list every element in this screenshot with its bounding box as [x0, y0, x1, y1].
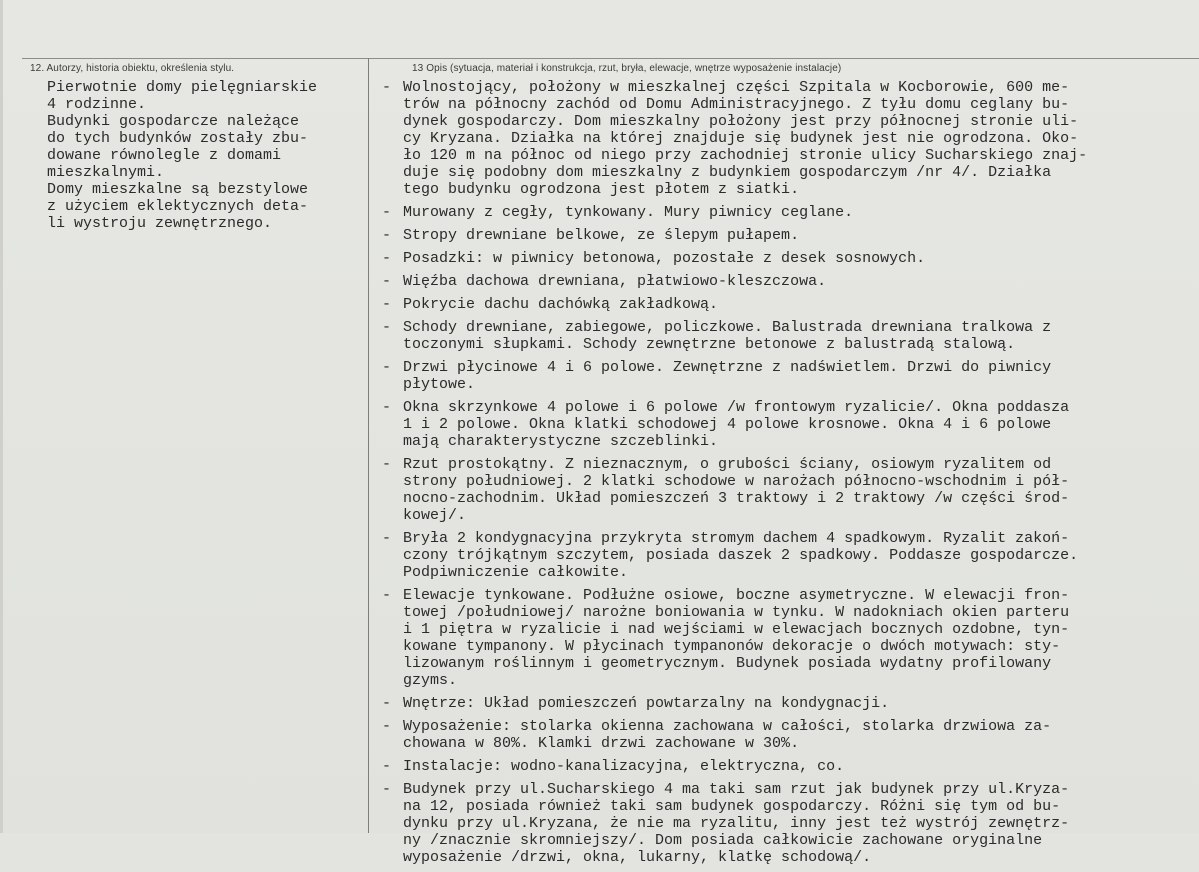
description-text: Stropy drewniane belkowe, ze ślepym pułapem.: [403, 227, 800, 244]
description-text: Wnętrze: Układ pomieszczeń powtarzalny na kondygnacji.: [403, 695, 890, 712]
description-item: [382, 530, 1182, 581]
bullet-dash: -: [382, 399, 392, 416]
description-item: [382, 296, 1182, 313]
description-text: Elewacje tynkowane. Podłużne osiowe, boczne asymetryczne. W elewacji fron- towej /południowej/ narożne boniowania w tynku. W nadokniach okien parteru i 1 piętra w ryzalicie i nad wejściami w elewacjach bocznych ozdobne, tyn- kowane tympanony. W płycinach tympanonów dekoracje o dwóch motywach: sty- lizowanym roślinnym i geometrycznym. Budynek posiada wydatny profilowany gzyms.: [403, 587, 1070, 689]
description-item: [382, 250, 1182, 267]
bullet-dash: -: [382, 359, 392, 376]
description-text: Okna skrzynkowe 4 polowe i 6 polowe /w frontowym ryzalicie/. Okna poddasza 1 i 2 polowe. Okna klatki schodowej 4 polowe krosnowe. Okna 4 i 6 polowe mają charakterystyczne szczeblinki.: [403, 399, 1070, 450]
bullet-dash: -: [382, 296, 392, 313]
bullet-dash: -: [382, 227, 392, 244]
description-text: Więźba dachowa drewniana, płatwiowo-kleszczowa.: [403, 273, 827, 290]
description-item: [382, 319, 1182, 353]
description-text: Schody drewniane, zabiegowe, policzkowe. Balustrada drewniana tralkowa z toczonymi słupkami. Schody zewnętrzne betonowe z balustradą stalową.: [403, 319, 1052, 353]
description-item: [382, 695, 1182, 712]
description-item: [382, 273, 1182, 290]
bullet-dash: -: [382, 273, 392, 290]
description-text: Wyposażenie: stolarka okienna zachowana w całości, stolarka drzwiowa za- chowana w 80%. Klamki drzwi zachowane w 30%.: [403, 718, 1052, 752]
description-text: Posadzki: w piwnicy betonowa, pozostałe z desek sosnowych.: [403, 250, 926, 267]
bullet-dash: -: [382, 204, 392, 221]
section-12-heading: 12. Autorzy, historia obiektu, określenia stylu.: [30, 63, 235, 74]
section-13-heading: 13 Opis (sytuacja, materiał i konstrukcja, rzut, bryła, elewacje, wnętrze wyposażenie instalacje): [412, 63, 842, 74]
bullet-dash: -: [382, 250, 392, 267]
bullet-dash: -: [382, 695, 392, 712]
bullet-dash: -: [382, 319, 392, 336]
description-text: Instalacje: wodno-kanalizacyjna, elektryczna, co.: [403, 758, 845, 775]
horizontal-rule: [22, 58, 1199, 59]
description-text: Rzut prostokątny. Z nieznacznym, o grubości ściany, osiowym ryzalitem od strony południowej. 2 klatki schodowe w narożach północno-wschodnim i pół- nocno-zachodnim. Układ pomieszczeń 3 traktowy i 2 traktowy /w części środ- kowej/.: [403, 456, 1070, 524]
description-text: Drzwi płycinowe 4 i 6 polowe. Zewnętrzne z nadświetlem. Drzwi do piwnicy płytowe.: [403, 359, 1052, 393]
description-text: Bryła 2 kondygnacyjna przykryta stromym dachem 4 spadkowym. Ryzalit zakoń- czony trójkątnym szczytem, posiada daszek 2 spadkowy. Poddasze gospodarcze. Podpiwniczenie całkowite.: [403, 530, 1079, 581]
bullet-dash: -: [382, 781, 392, 798]
description-text: Wolnostojący, położony w mieszkalnej części Szpitala w Kocborowie, 600 me- trów na północny zachód od Domu Administracyjnego. Z tyłu domu ceglany bu- dynek gospodarczy. Dom mieszkalny położony jest przy północnej stronie uli- cy Kryzana. Działka na której znajduje się budynek jest nie ogrodzona. Oko- ło 120 m na północ od niego przy zachodniej stronie ulicy Sucharskiego znaj- duje się podobny dom mieszkalny z budynkiem gospodarczym /nr 4/. Działka tego budynku ogrodzona jest płotem z siatki.: [403, 79, 1088, 198]
description-list: [382, 79, 1182, 872]
description-text: Pokrycie dachu dachówką zakładkową.: [403, 296, 719, 313]
bullet-dash: -: [382, 530, 392, 547]
description-text: Budynek przy ul.Sucharskiego 4 ma taki sam rzut jak budynek przy ul.Kryza- na 12, posiada również taki sam budynek gospodarczy. Różni się tym od bu- dynku przy ul.Kryzana, że nie ma ryzalitu, inny jest też wystrój zewnętrz- ny /znacznie skromniejszy/. Dom posiada całkowicie zachowane oryginalne wyposażenie /drzwi, okna, lukarny, klatkę schodową/.: [403, 781, 1070, 866]
description-item: [382, 758, 1182, 775]
bullet-dash: -: [382, 587, 392, 604]
description-item: [382, 227, 1182, 244]
bullet-dash: -: [382, 456, 392, 473]
description-item: [382, 718, 1182, 752]
description-item: [382, 781, 1182, 866]
description-text: Murowany z cegły, tynkowany. Mury piwnicy ceglane.: [403, 204, 854, 221]
description-item: [382, 204, 1182, 221]
bullet-dash: -: [382, 758, 392, 775]
description-item: [382, 587, 1182, 689]
description-item: [382, 399, 1182, 450]
description-item: [382, 79, 1182, 198]
description-item: [382, 456, 1182, 524]
authors-history-text: Pierwotnie domy pielęgniarskie 4 rodzinne. Budynki gospodarcze należące do tych budynków zostały zbu- dowane równolegle z domami mieszkalnymi. Domy mieszkalne są bezstylowe z użyciem eklektycznych deta- li wystroju zewnętrznego.: [47, 79, 318, 232]
column-divider: [368, 58, 369, 833]
card-edge: [0, 0, 3, 833]
bullet-dash: -: [382, 79, 392, 96]
description-item: [382, 359, 1182, 393]
bullet-dash: -: [382, 718, 392, 735]
